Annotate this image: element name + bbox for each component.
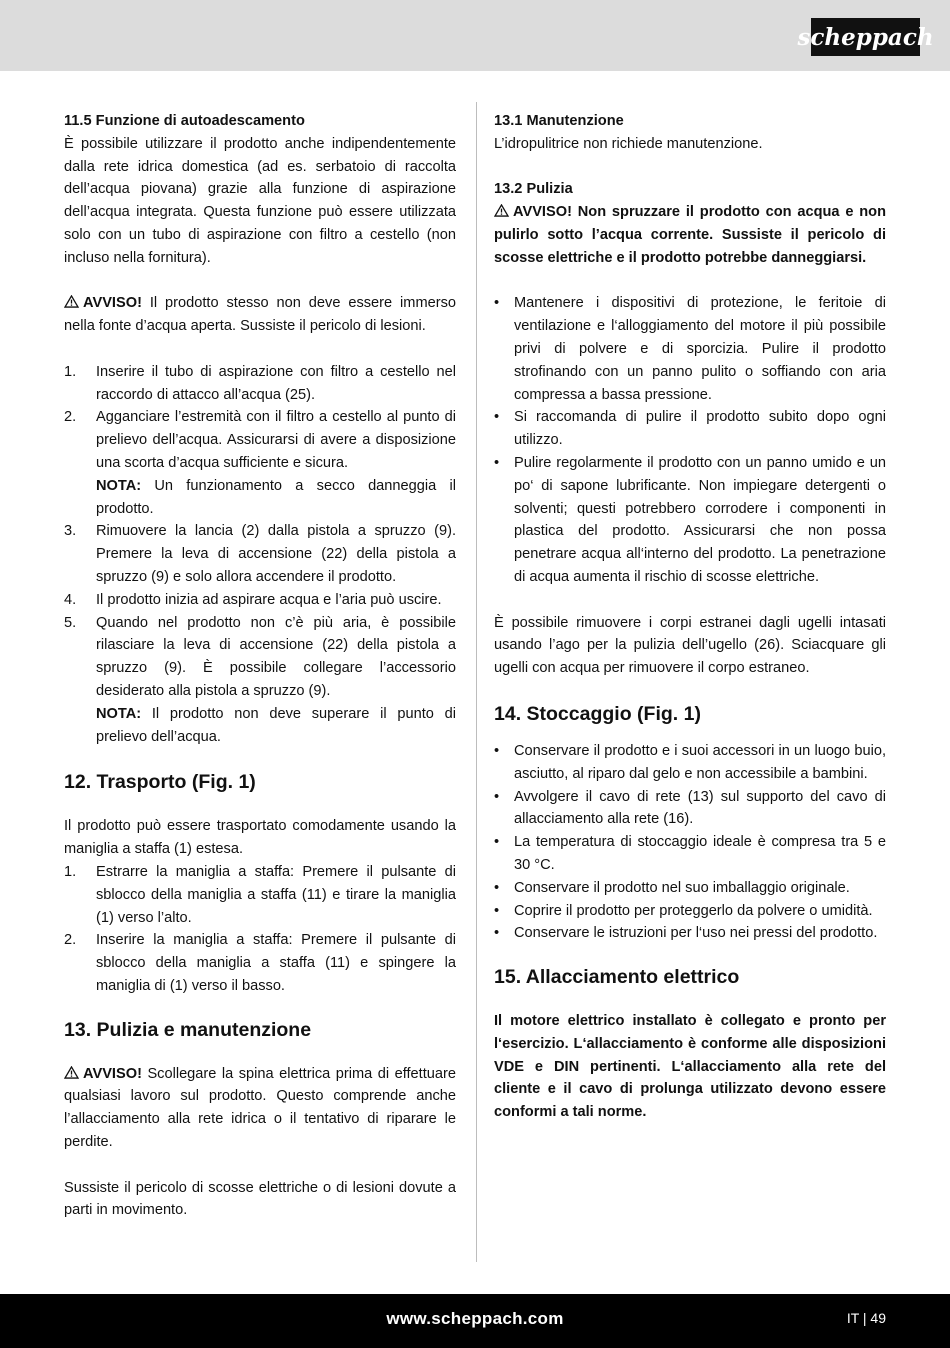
section-13-text: Sussiste il pericolo di scosse elettriche o di lesioni dovute a parti in movimento. <box>64 1179 456 1219</box>
footer-bar <box>0 1294 950 1348</box>
section-12-title: 12. Trasporto (Fig. 1) <box>64 771 256 794</box>
warning-triangle-icon <box>494 204 509 217</box>
section-13-title: 13. Pulizia e manutenzione <box>64 1018 312 1041</box>
section-15-title: 15. Allacciamento elettrico <box>494 966 740 989</box>
website-link[interactable]: www.scheppach.com <box>386 1309 564 1328</box>
storage-list <box>494 740 886 945</box>
cleaning-list <box>494 292 886 588</box>
list-item: • Mantenere i dispositivi di protezione, le feritoie di ventilazione e l‘alloggiamento del motore il più possibile privi di polvere e di sporcizia. Pulire il prodotto strofinando con un panno pulito o soffiando con aria compressa a bassa pressione. <box>494 295 886 403</box>
warning-triangle-icon <box>64 295 79 308</box>
note-label: NOTA: <box>96 477 142 494</box>
list-item: • La temperatura di stoccaggio ideale è compresa tra 5 e 30 °C. <box>494 834 886 873</box>
warning-text: Scollegare la spina elettrica prima di effettuare qualsiasi lavoro sul prodotto. Questo comprende anche l’allacciamento alla rete idrica o il tentativo di riparare le perdite. <box>64 1065 456 1151</box>
list-item: • Avvolgere il cavo di rete (13) sul supporto del cavo di allacciamento alla rete (16). <box>494 788 886 828</box>
warning-label: AVVISO! <box>83 1065 142 1082</box>
list-item: • Si raccomanda di pulire il prodotto subito dopo ogni utilizzo. <box>494 409 886 449</box>
self-priming-steps <box>64 361 456 749</box>
list-item: • Conservare le istruzioni per l‘uso nei pressi del prodotto. <box>494 925 878 942</box>
warning-paragraph-3 <box>494 201 886 269</box>
column-divider <box>476 102 477 1262</box>
section-13-1-text: L’idropulitrice non richiede manutenzione. <box>494 135 763 152</box>
right-column <box>494 110 886 1124</box>
list-item: 4. Il prodotto inizia ad aspirare acqua e l’aria può uscire. <box>64 591 442 608</box>
warning-triangle-icon <box>64 1066 79 1079</box>
list-item: 1. Inserire il tubo di aspirazione con filtro a cestello nel raccordo di attacco all’acqua (25). <box>64 363 456 403</box>
page-number: IT | 49 <box>846 1310 886 1326</box>
list-item: 5. Quando nel prodotto non c’è più aria, è possibile rilasciare la leva di accensione (22) della pistola a spruzzo (9). È possibile collegare l’accessorio desiderato alla pistola a spruzzo (9). NOTA: Il prodotto non deve superare il punto di prelievo dell’acqua. <box>64 614 456 745</box>
warning-text: AVVISO! Non spruzzare il prodotto con acqua e non pulirlo sotto l’acqua corrente. Sussiste il pericolo di scosse elettriche e il prodotto potrebbe danneggiarsi. <box>494 204 886 266</box>
list-item: • Coprire il prodotto per proteggerlo da polvere o umidità. <box>494 902 873 919</box>
warning-label: AVVISO! <box>83 295 142 312</box>
list-item: • Conservare il prodotto e i suoi accessori in un luogo buio, asciutto, al riparo dal gelo e non accessibile a bambini. <box>494 742 886 782</box>
list-item: 2. Agganciare l’estremità con il filtro a cestello al punto di prelievo dell’acqua. Assicurarsi di avere a disposizione una scorta d’acqua sufficiente e sicura. NOTA: Un funzionamento a secco danneggia il prodotto. <box>64 409 456 517</box>
nozzle-text: È possibile rimuovere i corpi estranei dagli ugelli intasati usando l’ago per la pulizia dell’ugello (26). Sciacquare gli ugelli con acqua per rimuovere il corpo estraneo. <box>494 614 886 677</box>
list-item: 1. Estrarre la maniglia a staffa: Premere il pulsante di sblocco della maniglia a staffa (11) e tirare la maniglia (1) verso l’alto. <box>64 863 456 926</box>
warning-text: Il prodotto stesso non deve essere immerso nella fonte d’acqua aperta. Sussiste il pericolo di lesioni. <box>64 295 456 335</box>
list-item: 2. Inserire la maniglia a staffa: Premere il pulsante di sblocco della maniglia a staffa (11) e spingere la maniglia di (1) verso il basso. <box>64 932 456 994</box>
section-14-title: 14. Stoccaggio (Fig. 1) <box>494 702 701 725</box>
section-13-1-title: 13.1 Manutenzione <box>494 113 624 129</box>
note-label: NOTA: <box>96 705 142 722</box>
header-bar <box>0 0 950 71</box>
transport-steps <box>64 861 456 998</box>
warning-paragraph-1 <box>64 292 456 338</box>
section-13-2-title: 13.2 Pulizia <box>494 181 573 198</box>
list-item: • Conservare il prodotto nel suo imballaggio originale. <box>494 879 850 896</box>
list-item: 3. Rimuovere la lancia (2) dalla pistola a spruzzo (9). Premere la leva di accensione (22) della pistola a spruzzo (9) e solo allora accendere il prodotto. <box>64 523 456 585</box>
section-12-text: Il prodotto può essere trasportato comodamente usando la maniglia a staffa (1) estesa. <box>64 818 456 858</box>
section-15-text: Il motore elettrico installato è collegato e pronto per l‘esercizio. L‘allacciamento è conforme alle disposizioni VDE e DIN pertinenti. L‘allacciamento alla rete del cliente e il cavo di prolunga utilizzato devono essere conformi a tali norme. <box>494 1013 886 1121</box>
warning-paragraph-2 <box>64 1063 456 1154</box>
brand-logo: scheppach <box>811 18 920 56</box>
list-item: • Pulire regolarmente il prodotto con un panno umido e un po‘ di sapone lubrificante. Non impiegare detergenti o solventi; questi potrebbero corrodere i componenti in plastica del prodotto. Assicurarsi che non possa penetrare acqua all‘interno del prodotto. La penetrazione di acqua aumenta il rischio di scosse elettriche. <box>494 454 886 585</box>
section-11-5-text: È possibile utilizzare il prodotto anche indipendentemente dalla rete idrica domestica (ad es. serbatoio di raccolta dell’acqua piovana) grazie alla funzione di aspirazione dell’acqua integrata. Questa funzione può essere utilizzata solo con un tubo di aspirazione con filtro a cestello (non incluso nella fornitura). <box>64 135 456 266</box>
section-11-5-title: 11.5 Funzione di autoadescamento <box>64 113 305 129</box>
left-column <box>64 110 456 1222</box>
